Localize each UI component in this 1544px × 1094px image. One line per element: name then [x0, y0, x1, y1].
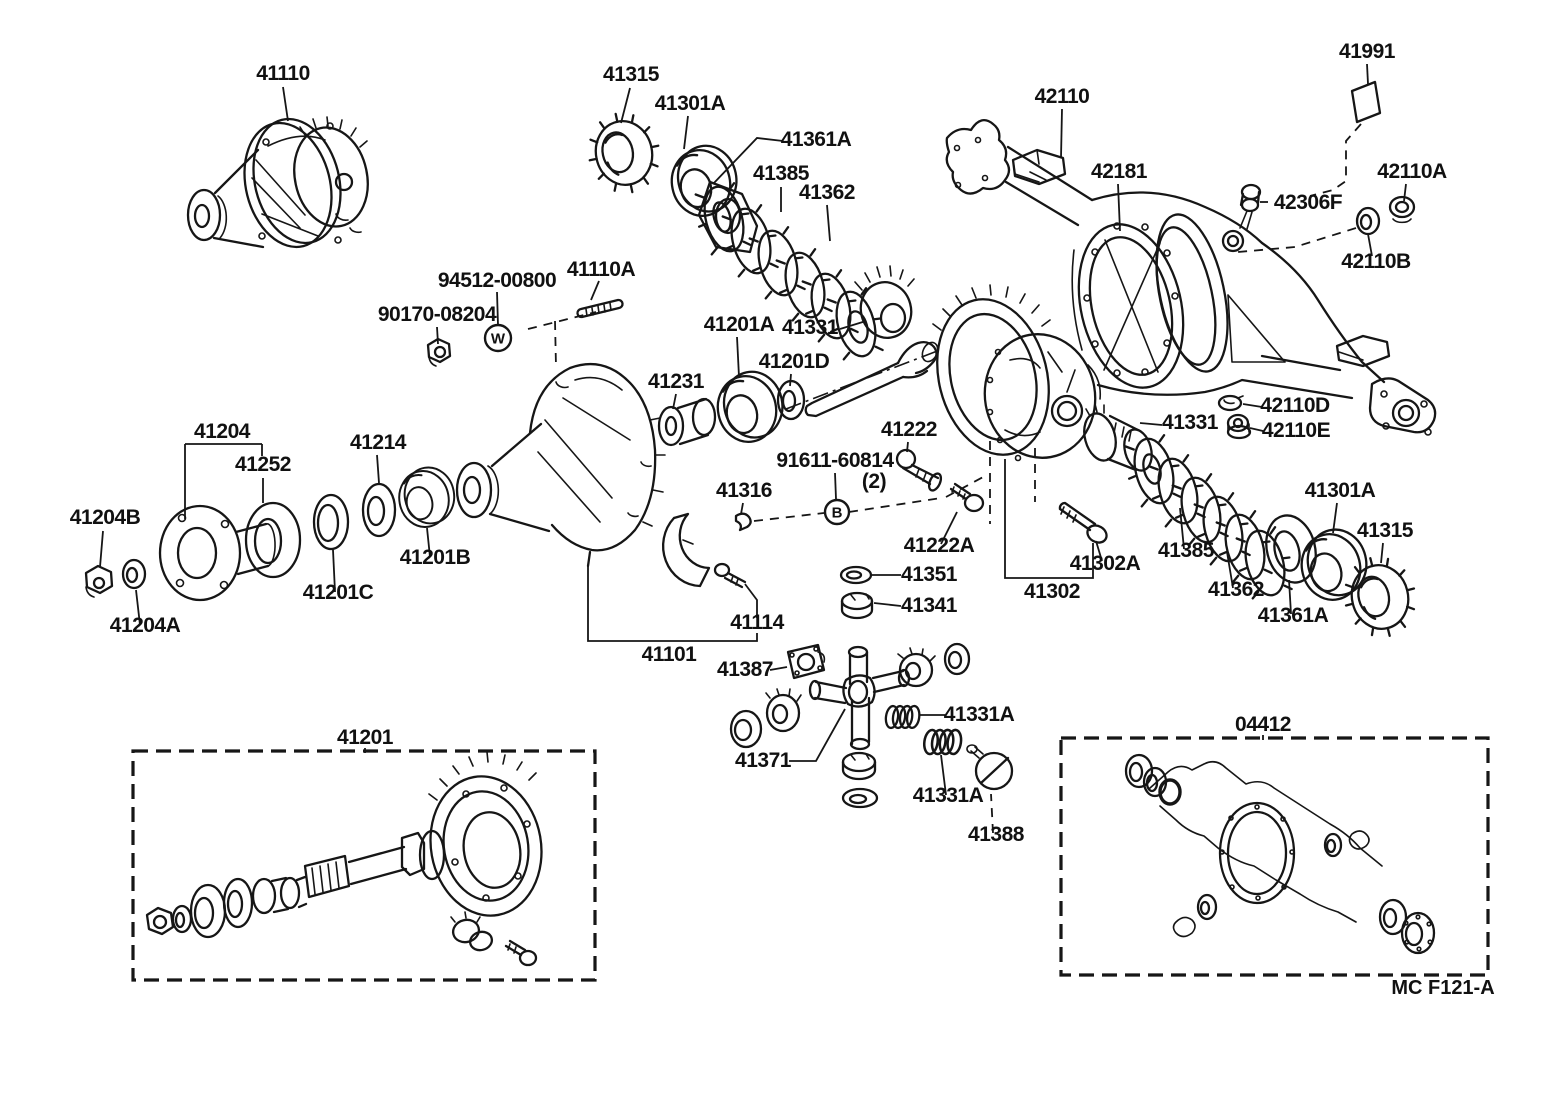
part-label-41114: 41114: [730, 611, 784, 634]
thrust-washer-and-locknut-drawing: [841, 567, 872, 618]
oil-baffle-clip-drawing: [736, 514, 751, 530]
caution-plate-and-fasteners-drawing: [1352, 82, 1414, 234]
circled-symbol-letter: B: [831, 504, 843, 522]
part-label-41331A: 41331A: [912, 784, 984, 807]
part-label-42110B: 42110B: [1341, 250, 1411, 273]
part-label-42306F: 42306F: [1273, 191, 1343, 214]
part-label-41222: 41222: [881, 418, 937, 441]
ring-gear-bolt-drawing: [1060, 503, 1110, 546]
part-label-41101: 41101: [641, 643, 697, 666]
kit-box-label-04412: 04412: [1235, 713, 1291, 736]
part-label-41991: 41991: [1339, 40, 1395, 63]
part-label-41362: 41362: [1208, 578, 1264, 601]
part-label-42181: 42181: [1091, 160, 1147, 183]
circled-symbol-letter: W: [490, 330, 506, 348]
part-label-41301A: 41301A: [654, 92, 726, 115]
diff-case-and-ring-gear-drawing: [921, 285, 1104, 467]
part-label-41201A: 41201A: [703, 313, 775, 336]
spider-cross-drawing: [810, 647, 909, 749]
part-label-41385: 41385: [753, 162, 809, 185]
part-label-41361A: 41361A: [780, 128, 852, 151]
part-label-41316: 41316: [716, 479, 772, 502]
bearing-cap-drawing: [663, 514, 745, 587]
part-label-42110D: 42110D: [1260, 394, 1330, 417]
part-label-41387: 41387: [717, 658, 773, 681]
part-label-41201D: 41201D: [758, 350, 830, 373]
part-label-41361A: 41361A: [1257, 604, 1329, 627]
part-label-42110: 42110: [1034, 85, 1090, 108]
part-label-41214: 41214: [350, 431, 406, 454]
part-label-41315: 41315: [1357, 519, 1413, 542]
part-label-2: (2): [861, 470, 887, 493]
part-label-41222A: 41222A: [903, 534, 975, 557]
ring-gear-and-pinion-kit-drawing: [147, 752, 552, 965]
diff-carrier-assy-drawing: [188, 110, 377, 257]
part-label-91611-60814: 91611-60814: [776, 449, 894, 472]
pinion-shaft-pin-drawing: [897, 450, 983, 511]
carrier-housing-drawing: [457, 364, 665, 566]
part-label-41301A: 41301A: [1304, 479, 1376, 502]
part-label-41302: 41302: [1024, 580, 1080, 603]
part-label-41231: 41231: [648, 370, 704, 393]
pinion-thrust-plate-drawing: [788, 645, 824, 678]
part-label-42110E: 42110E: [1261, 419, 1331, 442]
part-label-90170-08204: 90170-08204: [377, 303, 497, 326]
part-label-41204B: 41204B: [69, 506, 141, 529]
part-label-41388: 41388: [968, 823, 1024, 846]
part-label-41201C: 41201C: [302, 581, 374, 604]
drawing-code: MC F121-A: [1391, 977, 1495, 999]
axle-housing-drawing: [947, 120, 1435, 435]
part-label-41331A: 41331A: [943, 703, 1015, 726]
part-label-41252: 41252: [235, 453, 291, 476]
part-label-41385: 41385: [1158, 539, 1214, 562]
part-label-41315: 41315: [603, 63, 659, 86]
part-label-94512-00800: 94512-00800: [437, 269, 557, 292]
kit-box-41201: [133, 751, 595, 980]
breather-clip-and-nut-drawing: [1219, 396, 1250, 438]
kit-box-label-41201: 41201: [337, 726, 393, 749]
part-label-41204A: 41204A: [109, 614, 181, 637]
companion-flange-set-drawing: [86, 464, 459, 600]
gasket-kit-drawing: [1126, 755, 1434, 953]
breather-plug-drawing: [1240, 185, 1260, 229]
part-label-41302A: 41302A: [1069, 552, 1141, 575]
part-label-41204: 41204: [194, 420, 250, 443]
part-label-41371: 41371: [735, 749, 791, 772]
part-label-42110A: 42110A: [1377, 160, 1447, 183]
part-label-41351: 41351: [901, 563, 957, 586]
part-label-41331: 41331: [782, 316, 838, 339]
part-label-41362: 41362: [799, 181, 855, 204]
part-label-41201B: 41201B: [399, 546, 471, 569]
part-label-41110A: 41110A: [566, 258, 636, 281]
part-label-41110: 41110: [256, 62, 310, 85]
part-label-41341: 41341: [901, 594, 957, 617]
part-label-41331: 41331: [1162, 411, 1218, 434]
